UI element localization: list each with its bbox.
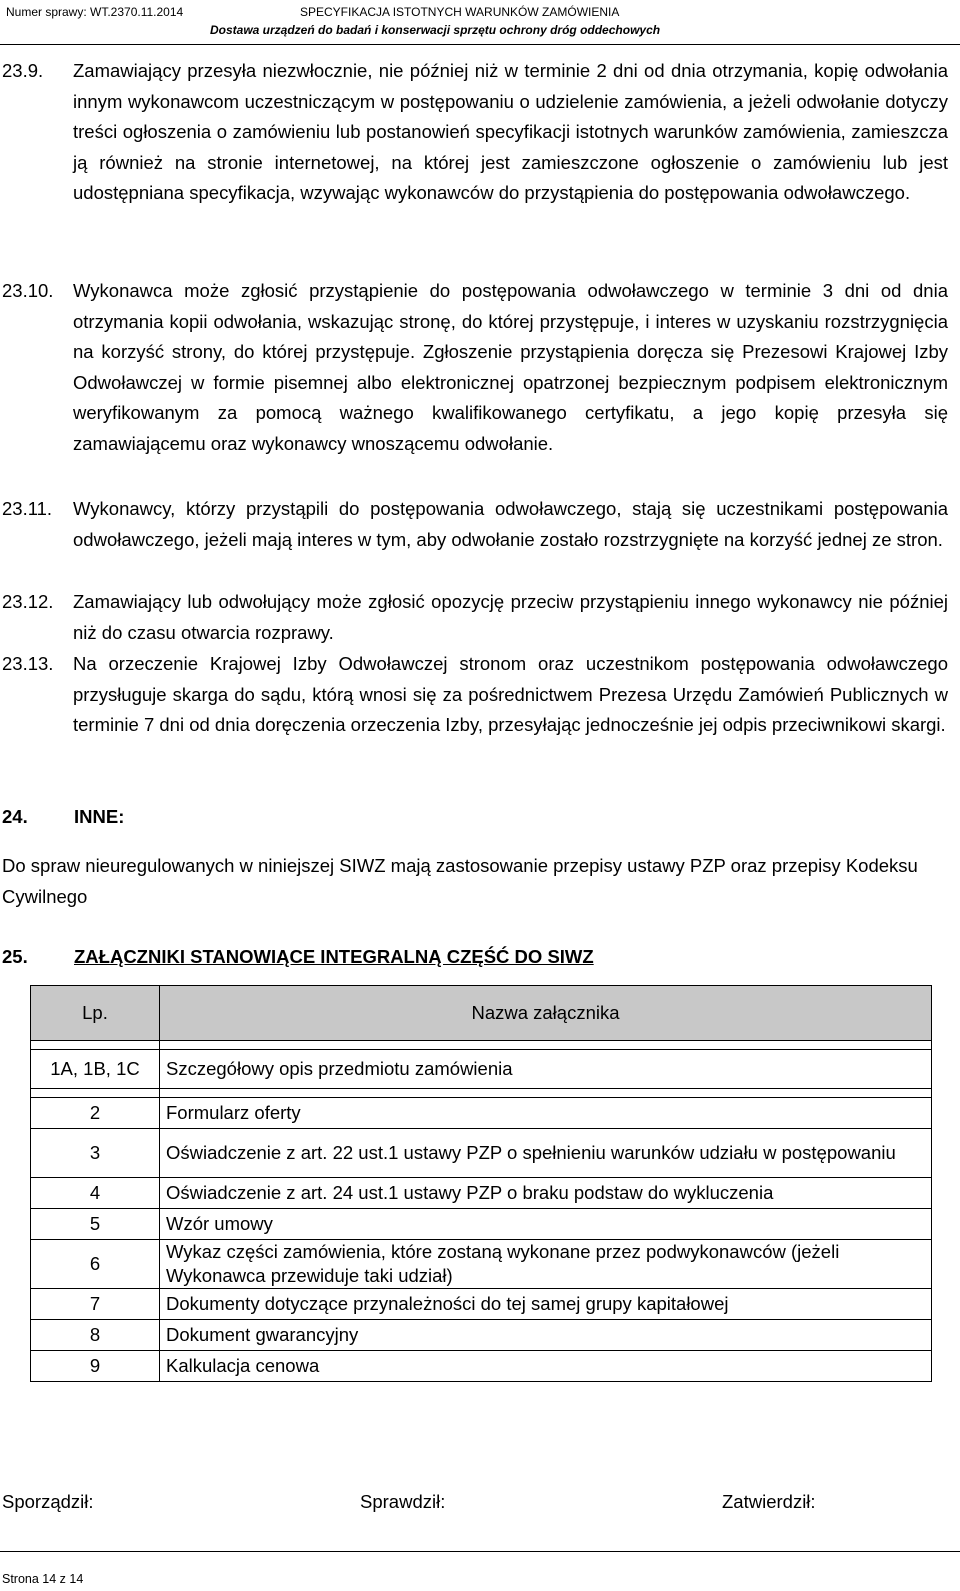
table-row [31,1209,932,1240]
row-name: Kalkulacja cenowa [160,1351,932,1382]
signature-prepared: Sporządził: [2,1491,94,1512]
clause-23-9 [0,56,948,209]
signature-checked: Sprawdził: [360,1491,446,1512]
table-header-row [31,986,932,1041]
table-row [31,1289,932,1320]
row-lp: 2 [31,1098,160,1129]
page-header [0,0,960,45]
row-lp: 9 [31,1351,160,1382]
row-name: Oświadczenie z art. 22 ust.1 ustawy PZP o spełnieniu warunków udziału w postępowaniu [160,1129,932,1178]
clause-23-10 [0,276,948,459]
clause-23-12 [0,587,948,648]
table-row [31,1351,932,1382]
spec-title: SPECYFIKACJA ISTOTNYCH WARUNKÓW ZAMÓWIENIA [300,5,620,19]
clause-number: 23.13. [2,653,54,674]
table-spacer [31,1089,932,1098]
clause-23-13 [0,649,948,741]
clause-number: 23.9. [2,60,44,81]
row-name: Oświadczenie z art. 24 ust.1 ustawy PZP o braku podstaw do wykluczenia [160,1178,932,1209]
section-24-body: Do spraw nieuregulowanych w niniejszej SIWZ mają zastosowanie przepisy ustawy PZP oraz przepisy Kodeksu Cywilnego [2,855,918,907]
clause-number: 23.11. [2,498,53,519]
clause-text: Na orzeczenie Krajowej Izby Odwoławczej stronom oraz uczestnikom postępowania odwoławczego przysługuje skarga do sądu, którą wnosi się za pośrednictwem Prezesa Urzędu Zamówień Publicznych w terminie 7 dni od dnia doręczenia orzeczenia Izby, przesyłając jednocześnie jej odpis przeciwnikowi skargi. [73,653,948,735]
table-spacer [31,1041,932,1050]
table-row [31,1178,932,1209]
clause-text: Zamawiający przesyła niezwłocznie, nie później niż w terminie 2 dni od dnia otrzymania, kopię odwołania innym wykonawcom uczestniczącym w postępowaniu o udzielenie zamówienia, a jeżeli odwołanie dotyczy treści ogłoszenia o zamówieniu lub postanowień specyfikacji istotnych warunków zamówienia, zamieszcza ją również na stronie internetowej, na której jest zamieszczone ogłoszenie o zamówieniu lub jest udostępniana specyfikacja, wzywając wykonawców do przystąpienia do postępowania odwoławczego. [73,60,948,203]
table-row [31,1240,932,1289]
header-lp: Lp. [31,986,160,1041]
row-name: Szczegółowy opis przedmiotu zamówienia [160,1050,932,1089]
table-row [31,1320,932,1351]
table-row [31,1098,932,1129]
signature-approved: Zatwierdził: [722,1491,816,1512]
table-row [31,1050,932,1089]
case-number: Numer sprawy: WT.2370.11.2014 [6,5,184,19]
row-lp: 7 [31,1289,160,1320]
footer-divider [0,1551,960,1552]
section-title: ZAŁĄCZNIKI STANOWIĄCE INTEGRALNĄ CZĘŚĆ DO SIWZ [74,946,594,967]
row-lp: 8 [31,1320,160,1351]
header-divider [0,44,960,45]
clause-text: Zamawiający lub odwołujący może zgłosić opozycję przeciw przystąpieniu innego wykonawcy nie później niż do czasu otwarcia rozprawy. [73,591,948,643]
clause-number: 23.12. [2,591,54,612]
row-name: Wzór umowy [160,1209,932,1240]
section-25-heading [2,946,594,968]
row-name: Dokument gwarancyjny [160,1320,932,1351]
row-name: Formularz oferty [160,1098,932,1129]
section-number: 24. [2,806,28,827]
row-name: Wykaz części zamówienia, które zostaną wykonane przez podwykonawców (jeżeli Wykonawca przewiduje taki udział) [160,1240,932,1289]
section-number: 25. [2,946,28,967]
section-24-heading [2,806,124,828]
clause-text: Wykonawca może zgłosić przystąpienie do postępowania odwoławczego w terminie 3 dni od dnia otrzymania kopii odwołania, wskazując stronę, do której przystępuje, i interes w uzyskaniu rozstrzygnięcia na korzyść strony, do której przystępuje. Zgłoszenie przystąpienia doręcza się Prezesowi Krajowej Izby Odwoławczej w formie pisemnej albo elektronicznej opatrzonej bezpiecznym podpisem elektronicznym weryfikowanym za pomocą ważnego kwalifikowanego certyfikatu, a jego kopię przesyła się zamawiającemu oraz wykonawcy wnoszącemu odwołanie. [73,280,948,454]
row-lp: 3 [31,1129,160,1178]
row-lp: 5 [31,1209,160,1240]
row-lp: 4 [31,1178,160,1209]
section-title: INNE: [74,806,125,827]
procurement-subject: Dostawa urządzeń do badań i konserwacji sprzętu ochrony dróg oddechowych [210,23,661,37]
table-row [31,1129,932,1178]
clause-23-11 [0,494,948,555]
clause-number: 23.10. [2,280,54,301]
clause-text: Wykonawcy, którzy przystąpili do postępowania odwoławczego, stają się uczestnikami postępowania odwoławczego, jeżeli mają interes w tym, aby odwołanie zostało rozstrzygnięte na korzyść jednej ze stron. [73,498,948,550]
attachments-table [30,985,932,1382]
row-lp: 6 [31,1240,160,1289]
page-number: Strona 14 z 14 [2,1572,84,1586]
row-name: Dokumenty dotyczące przynależności do tej samej grupy kapitałowej [160,1289,932,1320]
header-name: Nazwa załącznika [160,986,932,1041]
row-lp: 1A, 1B, 1C [31,1050,160,1089]
